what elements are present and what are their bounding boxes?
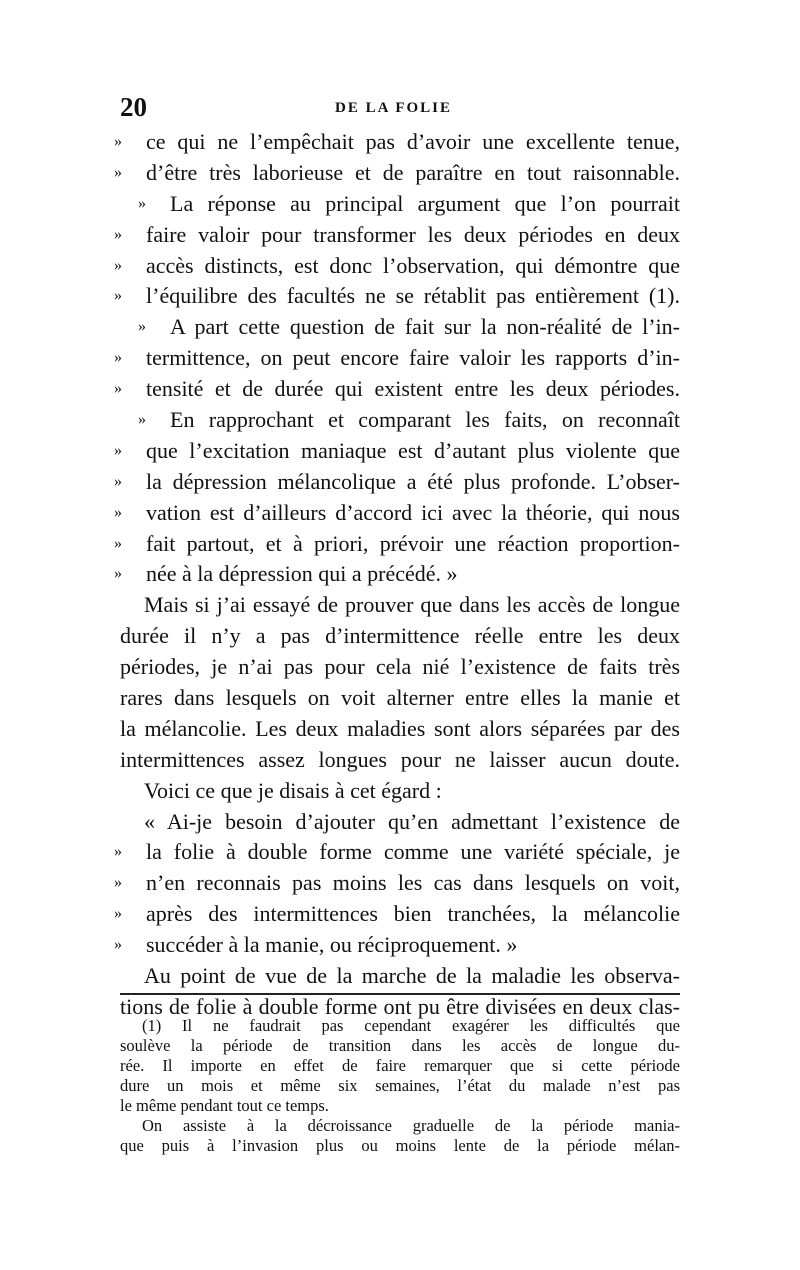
text-line: périodes, je n’ai pas pour cela nié l’existence de faits très bbox=[120, 654, 680, 680]
quote-mark: » bbox=[114, 843, 122, 861]
quote-mark: » bbox=[114, 534, 122, 552]
line-text: ce qui ne l’empêchait pas d’avoir une excellente tenue, bbox=[146, 129, 680, 154]
quote-mark: » bbox=[138, 411, 146, 429]
line-text: après des intermittences bien tranchées, la mélancolie bbox=[146, 901, 680, 927]
line-text: n’en reconnais pas moins les cas dans lesquels on voit, bbox=[146, 870, 680, 896]
footnote-separator bbox=[120, 993, 680, 995]
footnote-line: rée. Il importe en effet de faire remarquer que si cette période bbox=[120, 1056, 680, 1075]
footnote-line: dure un mois et même six semaines, l’état du malade n’est pas bbox=[120, 1076, 680, 1095]
line-text: faire valoir pour transformer les deux périodes en deux bbox=[146, 221, 680, 247]
line-text: tensité et de durée qui existent entre les deux périodes. bbox=[146, 376, 680, 402]
text-line bbox=[120, 312, 680, 343]
text-line bbox=[114, 436, 680, 467]
quote-mark: » bbox=[114, 472, 122, 490]
text-line bbox=[114, 498, 680, 529]
quote-mark: » bbox=[138, 194, 146, 212]
line-text: d’être très laborieuse et de paraître en tout raisonnable. bbox=[146, 159, 680, 185]
text-line: durée il n’y a pas d’intermittence réelle entre les deux bbox=[120, 623, 680, 649]
text-line bbox=[120, 189, 680, 220]
quote-mark: » bbox=[114, 287, 122, 305]
text-line: rares dans lesquels on voit alterner entre elles la manie et bbox=[120, 685, 680, 711]
line-text: la folie à double forme comme une variété spéciale, je bbox=[146, 839, 680, 865]
quote-mark: » bbox=[114, 225, 122, 243]
line-text: l’équilibre des facultés ne se rétablit pas entièrement (1). bbox=[146, 283, 680, 309]
text-line bbox=[114, 868, 680, 899]
footnote-line: soulève la période de transition dans les accès de longue du- bbox=[120, 1036, 680, 1055]
line-text: La réponse au principal argument que l’on pourrait bbox=[170, 190, 680, 216]
quote-mark: » bbox=[114, 256, 122, 274]
footnote-line: On assiste à la décroissance graduelle de la période mania- bbox=[142, 1116, 680, 1135]
quote-mark: » bbox=[114, 565, 122, 583]
text-line: tions de folie à double forme ont pu être divisées en deux clas- bbox=[120, 993, 680, 1019]
text-line bbox=[114, 281, 680, 312]
text-line: Voici ce que je disais à cet égard : bbox=[144, 777, 442, 803]
footnote-line: le même pendant tout ce temps. bbox=[120, 1096, 329, 1115]
line-text: succéder à la manie, ou réciproquement. » bbox=[146, 932, 518, 958]
text-line bbox=[114, 374, 680, 405]
running-title: DE LA FOLIE bbox=[335, 100, 453, 116]
quote-mark: » bbox=[114, 936, 122, 954]
text-line bbox=[120, 405, 680, 436]
text-line bbox=[114, 529, 680, 560]
line-text: la dépression mélancolique a été plus profonde. L’obser- bbox=[146, 468, 680, 494]
quote-mark: » bbox=[114, 380, 122, 398]
text-line: Mais si j’ai essayé de prouver que dans les accès de longue bbox=[144, 592, 680, 618]
line-text: accès distincts, est donc l’observation, qui démontre que bbox=[146, 252, 680, 278]
text-line bbox=[114, 837, 680, 868]
quote-mark: » bbox=[114, 874, 122, 892]
text-line: « Ai-je besoin d’ajouter qu’en admettant l’existence de bbox=[144, 808, 680, 834]
text-line: Au point de vue de la marche de la maladie les observa- bbox=[144, 963, 680, 989]
text-line bbox=[114, 127, 680, 158]
text-line: intermittences assez longues pour ne laisser aucun doute. bbox=[120, 746, 680, 772]
text-line bbox=[114, 251, 680, 282]
footnotes bbox=[120, 1016, 680, 1156]
line-text: termittence, on peut encore faire valoir les rapports d’in- bbox=[146, 345, 680, 371]
quote-mark: » bbox=[114, 163, 122, 181]
page-header bbox=[120, 92, 680, 122]
footnote-line: (1) Il ne faudrait pas cependant exagérer les difficultés que bbox=[142, 1016, 680, 1035]
line-text: vation est d’ailleurs d’accord ici avec la théorie, qui nous bbox=[146, 499, 680, 525]
quote-mark: » bbox=[114, 133, 122, 150]
quote-mark: » bbox=[114, 503, 122, 521]
main-text bbox=[114, 127, 680, 1023]
page-number: 20 bbox=[120, 92, 147, 122]
footnote-line: que puis à l’invasion plus ou moins lente de la période mélan- bbox=[120, 1136, 680, 1155]
quote-mark: » bbox=[114, 905, 122, 923]
line-text: née à la dépression qui a précédé. » bbox=[146, 561, 458, 587]
text-line bbox=[114, 158, 680, 189]
line-text: fait partout, et à priori, prévoir une réaction proportion- bbox=[146, 530, 680, 556]
text-line: la mélancolie. Les deux maladies sont alors séparées par des bbox=[120, 715, 680, 741]
text-line bbox=[114, 559, 680, 590]
quote-mark: » bbox=[138, 318, 146, 336]
text-line bbox=[114, 930, 680, 961]
line-text: A part cette question de fait sur la non-réalité de l’in- bbox=[170, 314, 680, 340]
text-line bbox=[114, 467, 680, 498]
quote-mark: » bbox=[114, 349, 122, 367]
text-line bbox=[114, 220, 680, 251]
line-text: que l’excitation maniaque est d’autant plus violente que bbox=[146, 437, 680, 463]
quote-mark: » bbox=[114, 441, 122, 459]
text-line bbox=[114, 343, 680, 374]
line-text: En rapprochant et comparant les faits, on reconnaît bbox=[170, 407, 680, 433]
text-line bbox=[114, 899, 680, 930]
